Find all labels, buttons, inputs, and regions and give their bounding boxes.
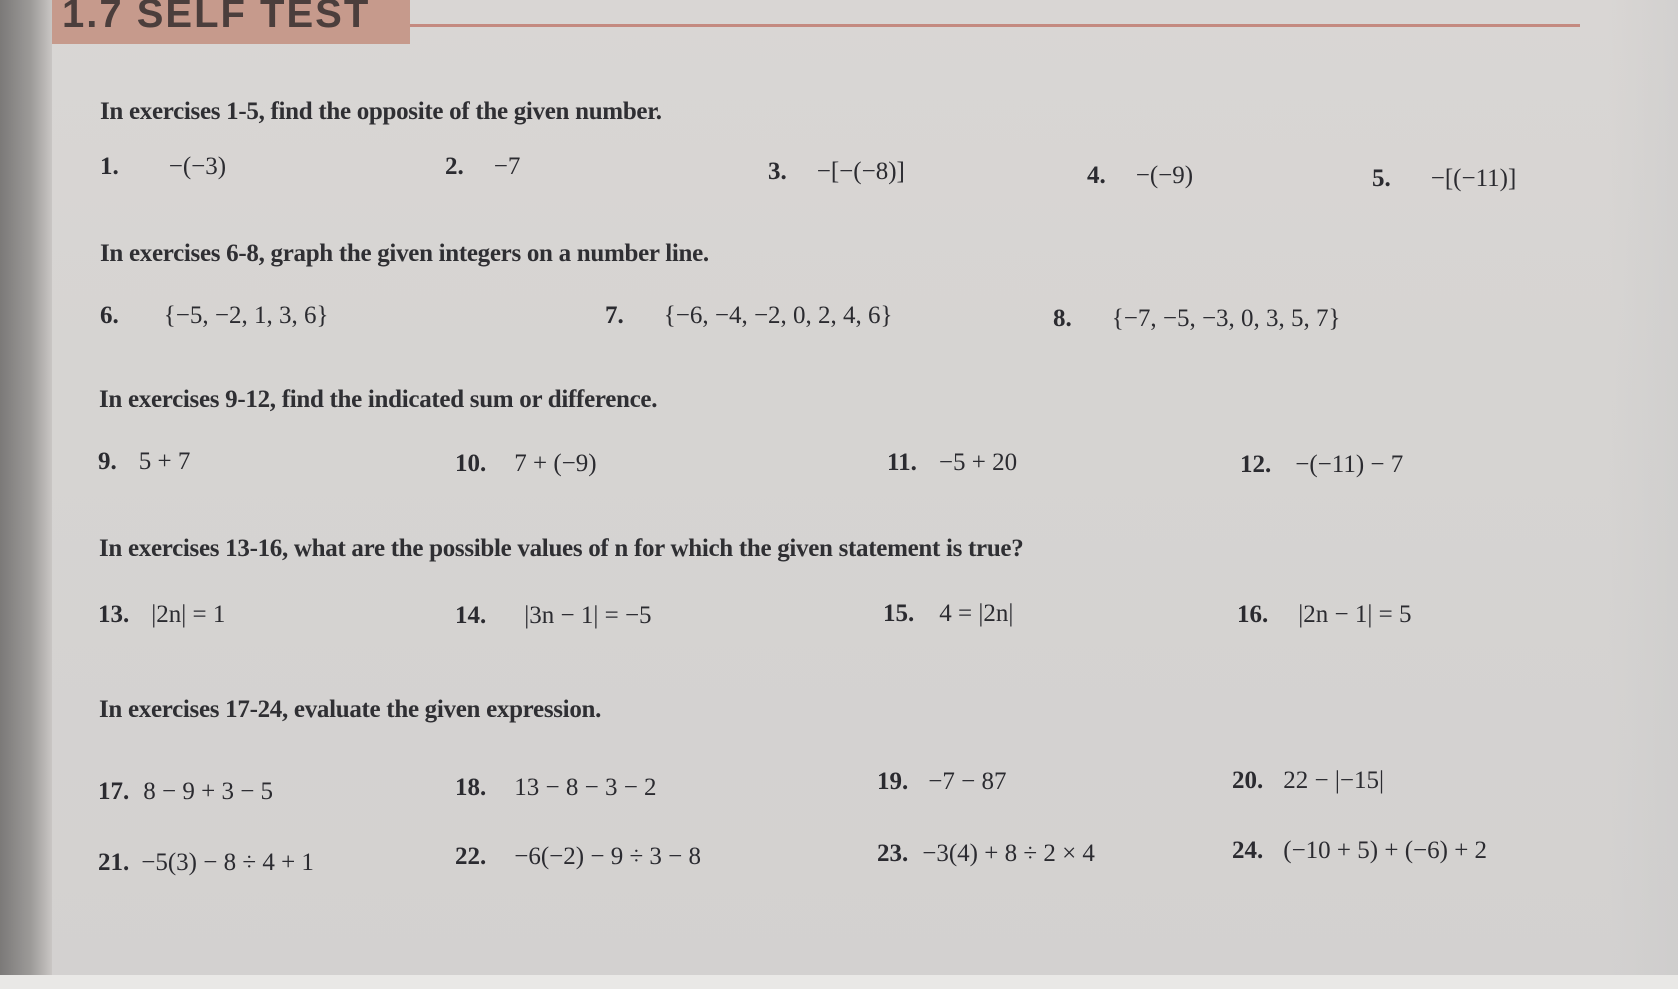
instruction-exercises-13-16: In exercises 13-16, what are the possible values of n for which the given statement is true? [99, 535, 1024, 562]
instruction-exercises-9-12: In exercises 9-12, find the indicated sum or difference. [99, 386, 658, 413]
exercise-number: 24. [1232, 837, 1264, 864]
exercise-expression: |2n| = 1 [151, 601, 226, 628]
exercise-expression: 8 − 9 + 3 − 5 [143, 778, 274, 805]
exercise-22 [455, 843, 701, 871]
exercise-15 [883, 600, 1013, 628]
page-edge-bottom [0, 975, 1678, 989]
exercise-expression: −[(−11)] [1430, 165, 1517, 192]
exercise-expression: −(−11) − 7 [1295, 451, 1404, 478]
exercise-23 [877, 840, 1095, 868]
exercise-20 [1232, 767, 1384, 795]
exercise-expression: |2n − 1| = 5 [1298, 601, 1412, 628]
exercise-expression: {−6, −4, −2, 0, 2, 4, 6} [663, 302, 893, 329]
page-title: 1.7 SELF TEST [62, 0, 371, 36]
exercise-expression: −3(4) + 8 ÷ 2 × 4 [922, 840, 1095, 867]
exercise-9 [98, 448, 190, 476]
exercise-expression: −6(−2) − 9 ÷ 3 − 8 [514, 843, 702, 870]
exercise-12 [1240, 451, 1403, 479]
exercise-expression: −7 [493, 153, 521, 180]
exercise-21 [98, 849, 314, 877]
instruction-exercises-6-8: In exercises 6-8, graph the given integers on a number line. [100, 240, 709, 267]
exercise-11 [887, 449, 1017, 477]
exercise-expression: 4 = |2n| [939, 600, 1014, 627]
exercise-number: 17. [98, 778, 130, 805]
exercise-expression: −5(3) − 8 ÷ 4 + 1 [141, 849, 314, 876]
page-shadow-left [0, 0, 52, 989]
exercise-6 [100, 302, 328, 330]
exercise-2 [445, 153, 520, 181]
exercise-number: 4. [1087, 162, 1106, 189]
exercise-1 [100, 153, 226, 181]
exercise-number: 14. [455, 602, 487, 629]
exercise-number: 12. [1240, 451, 1272, 478]
exercise-19 [877, 768, 1006, 796]
exercise-number: 21. [98, 849, 130, 876]
title-rule [410, 24, 1580, 27]
exercise-expression: 5 + 7 [138, 448, 191, 475]
exercise-number: 22. [455, 843, 487, 870]
exercise-13 [98, 601, 225, 629]
exercise-expression: {−5, −2, 1, 3, 6} [163, 302, 329, 329]
exercise-number: 10. [455, 450, 487, 477]
exercise-expression: 7 + (−9) [514, 450, 597, 477]
exercise-17 [98, 778, 273, 806]
exercise-number: 6. [100, 302, 119, 329]
exercise-number: 15. [883, 600, 915, 627]
exercise-7 [605, 302, 893, 330]
exercise-expression: −(−3) [168, 153, 227, 180]
exercise-number: 2. [445, 153, 464, 180]
exercise-number: 16. [1237, 601, 1269, 628]
instruction-exercises-17-24: In exercises 17-24, evaluate the given expression. [99, 696, 602, 723]
exercise-number: 20. [1232, 767, 1264, 794]
exercise-number: 8. [1053, 305, 1072, 332]
exercise-expression: −5 + 20 [938, 449, 1018, 476]
page-edge-right [1608, 0, 1678, 989]
exercise-expression: −(−9) [1135, 162, 1194, 189]
exercise-number: 1. [100, 153, 119, 180]
exercise-number: 13. [98, 601, 130, 628]
exercise-14 [455, 602, 652, 630]
exercise-number: 19. [877, 768, 909, 795]
instruction-exercises-1-5: In exercises 1-5, find the opposite of the given number. [100, 98, 662, 125]
exercise-expression: −[−(−8)] [816, 158, 905, 185]
exercise-number: 3. [768, 158, 787, 185]
exercise-8 [1053, 305, 1341, 333]
exercise-number: 11. [887, 449, 917, 476]
exercise-expression: (−10 + 5) + (−6) + 2 [1283, 837, 1488, 864]
exercise-5 [1372, 165, 1516, 193]
exercise-number: 18. [455, 774, 487, 801]
exercise-number: 7. [605, 302, 624, 329]
exercise-number: 5. [1372, 165, 1391, 192]
exercise-16 [1237, 601, 1411, 629]
exercise-18 [455, 774, 657, 802]
exercise-24 [1232, 837, 1487, 865]
exercise-expression: −7 − 87 [928, 768, 1007, 795]
exercise-10 [455, 450, 597, 478]
exercise-expression: 22 − |−15| [1283, 767, 1384, 794]
exercise-expression: 13 − 8 − 3 − 2 [514, 774, 657, 801]
exercise-4 [1087, 162, 1193, 190]
exercise-expression: {−7, −5, −3, 0, 3, 5, 7} [1111, 305, 1341, 332]
exercise-number: 23. [877, 840, 909, 867]
exercise-expression: |3n − 1| = −5 [524, 602, 652, 629]
exercise-number: 9. [98, 448, 117, 475]
exercise-3 [768, 158, 905, 186]
